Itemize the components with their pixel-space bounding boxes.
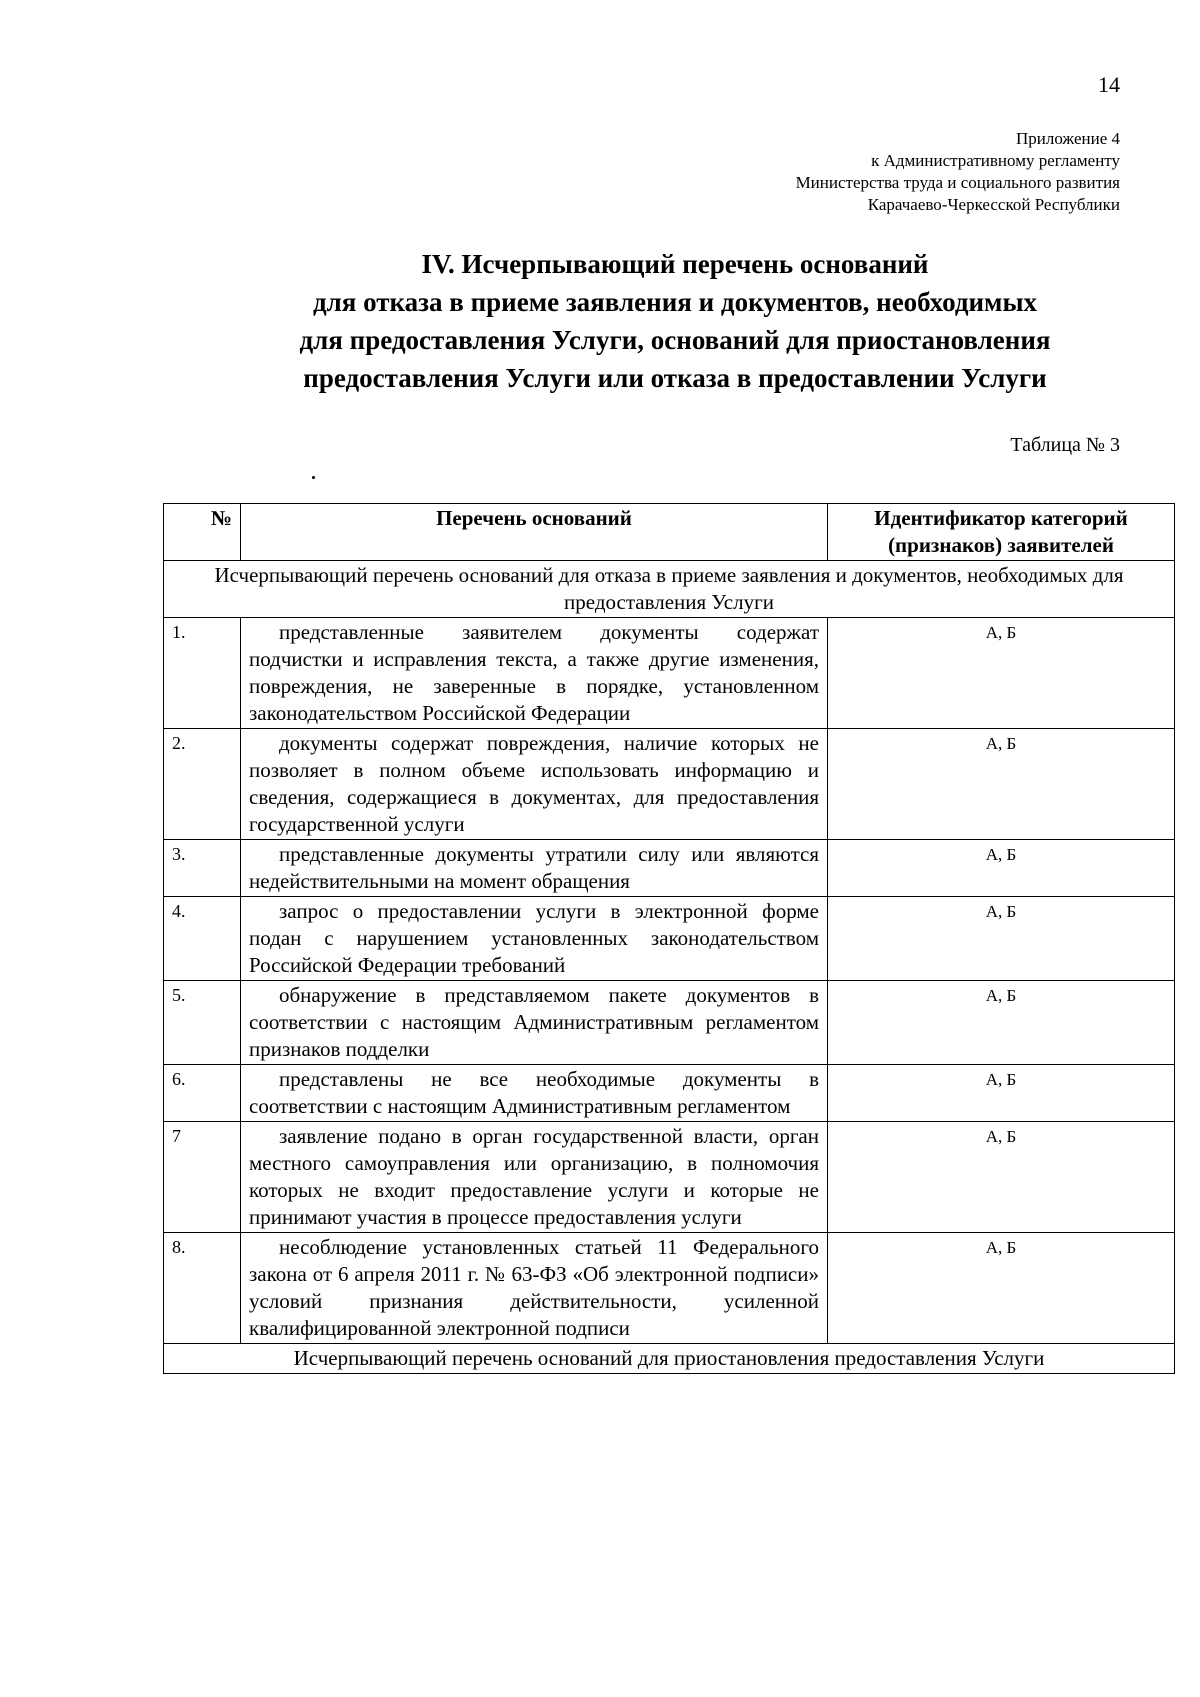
- table-row: [164, 618, 1175, 729]
- page-number: 14: [1098, 72, 1120, 97]
- section-heading-suspension: Исчерпывающий перечень оснований для приостановления предоставления Услуги: [164, 1344, 1175, 1374]
- grounds-table: [163, 503, 1175, 1374]
- row-number: 1.: [164, 618, 241, 729]
- appendix-line: к Административному регламенту: [871, 151, 1120, 170]
- table-row: [164, 729, 1175, 840]
- row-number: 8.: [164, 1233, 241, 1344]
- section-title: [150, 245, 1200, 397]
- row-number: 5.: [164, 981, 241, 1065]
- table-row: [164, 1233, 1175, 1344]
- row-identifier: А, Б: [828, 1233, 1175, 1344]
- scan-artifact-dot: [312, 476, 315, 479]
- row-reason: запрос о предоставлении услуги в электронной форме подан с нарушением установленных законодательством Российской Федерации требований: [241, 897, 828, 981]
- row-identifier: А, Б: [828, 1122, 1175, 1233]
- row-reason: представленные документы утратили силу или являются недействительными на момент обращения: [241, 840, 828, 897]
- row-number: 3.: [164, 840, 241, 897]
- table-row: [164, 1122, 1175, 1233]
- appendix-line: Карачаево-Черкесской Республики: [867, 195, 1120, 214]
- row-identifier: А, Б: [828, 897, 1175, 981]
- row-number: 7: [164, 1122, 241, 1233]
- row-identifier: А, Б: [828, 618, 1175, 729]
- appendix-block: [796, 128, 1120, 216]
- section-row: [164, 561, 1175, 618]
- section-heading-refusal: Исчерпывающий перечень оснований для отказа в приеме заявления и документов, необходимых для предоставления Услуги: [164, 561, 1175, 618]
- row-number: 2.: [164, 729, 241, 840]
- header-num: №: [164, 504, 241, 561]
- table-row: [164, 1065, 1175, 1122]
- table-row: [164, 897, 1175, 981]
- row-reason: представлены не все необходимые документы в соответствии с настоящим Административным регламентом: [241, 1065, 828, 1122]
- header-reasons: Перечень оснований: [241, 504, 828, 561]
- row-reason: обнаружение в представляемом пакете документов в соответствии с настоящим Административным регламентом признаков подделки: [241, 981, 828, 1065]
- title-line: предоставления Услуги или отказа в предоставлении Услуги: [303, 363, 1047, 393]
- title-line: IV. Исчерпывающий перечень оснований: [421, 249, 929, 279]
- row-number: 4.: [164, 897, 241, 981]
- row-identifier: А, Б: [828, 729, 1175, 840]
- table-header-row: [164, 504, 1175, 561]
- row-identifier: А, Б: [828, 981, 1175, 1065]
- appendix-line: Приложение 4: [1016, 129, 1120, 148]
- row-reason: несоблюдение установленных статьей 11 Федерального закона от 6 апреля 2011 г. № 63-ФЗ «Об электронной подписи» условий признания действительности, усиленной квалифицированной электронной подписи: [241, 1233, 828, 1344]
- row-reason: заявление подано в орган государственной власти, орган местного самоуправления или организацию, в полномочия которых не входит предоставление услуги и которые не принимают участия в процессе предоставления услуги: [241, 1122, 828, 1233]
- appendix-line: Министерства труда и социального развития: [795, 173, 1120, 192]
- title-line: для предоставления Услуги, оснований для приостановления: [299, 325, 1051, 355]
- row-identifier: А, Б: [828, 840, 1175, 897]
- row-reason: документы содержат повреждения, наличие которых не позволяет в полном объеме использовать информацию и сведения, содержащиеся в документах, для предоставления государственной услуги: [241, 729, 828, 840]
- section-row: [164, 1344, 1175, 1374]
- table-label: Таблица № 3: [1010, 434, 1120, 456]
- row-number: 6.: [164, 1065, 241, 1122]
- table-row: [164, 840, 1175, 897]
- header-identifier: Идентификатор категорий (признаков) заявителей: [828, 504, 1175, 561]
- row-identifier: А, Б: [828, 1065, 1175, 1122]
- title-line: для отказа в приеме заявления и документов, необходимых: [312, 287, 1038, 317]
- row-reason: представленные заявителем документы содержат подчистки и исправления текста, а также другие изменения, повреждения, не заверенные в порядке, установленном законодательством Российской Федерации: [241, 618, 828, 729]
- table-row: [164, 981, 1175, 1065]
